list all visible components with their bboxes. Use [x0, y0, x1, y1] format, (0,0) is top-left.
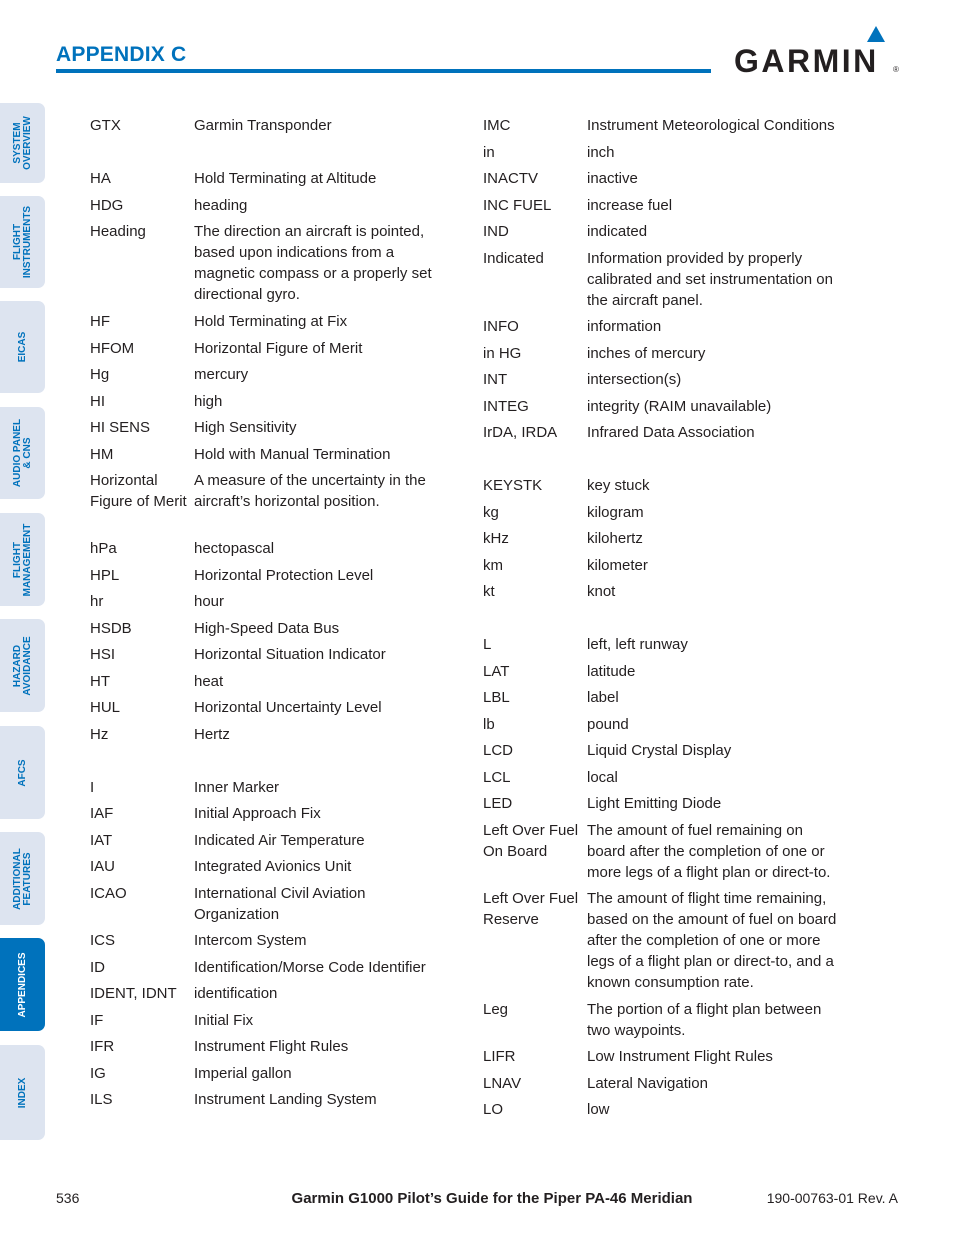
garmin-logo — [734, 26, 899, 79]
glossary-term: IND — [483, 223, 509, 240]
glossary-term: IAT — [90, 831, 113, 849]
glossary-term: HSI — [90, 646, 116, 663]
glossary-definition: Imperial gallon — [194, 1064, 292, 1082]
tab-index[interactable] — [0, 1045, 45, 1140]
glossary-definition: label — [587, 689, 619, 706]
glossary-definition: knot — [587, 583, 616, 600]
glossary-term: INC FUEL — [483, 196, 552, 214]
glossary-term: km — [483, 556, 503, 574]
glossary-definition: Integrated Avionics Unit — [194, 858, 352, 875]
glossary-definition: kilometer — [587, 556, 648, 574]
glossary-term: I — [90, 778, 95, 796]
tab-label — [13, 206, 33, 278]
tab-label-line1: SYSTEM — [11, 122, 23, 164]
glossary-term: hr — [90, 593, 104, 610]
glossary-term: Hg — [90, 366, 110, 383]
glossary-term: INACTV — [483, 170, 539, 187]
glossary-definition: left, left runway — [587, 636, 688, 653]
glossary-definition: Inner Marker — [194, 778, 280, 796]
glossary-term: IAU — [90, 858, 116, 875]
glossary-definition: heading — [194, 196, 248, 214]
glossary-term: kt — [483, 583, 495, 600]
tab-label-line1: FLIGHT — [11, 223, 23, 261]
glossary-term: INTEG — [483, 397, 529, 415]
glossary-definition: Horizontal Protection Level — [194, 566, 374, 584]
glossary-term: LIFR — [483, 1048, 516, 1065]
glossary-term: Heading — [90, 223, 146, 240]
tab-hazard-avoidance[interactable] — [0, 619, 45, 712]
glossary-term: in — [483, 143, 495, 161]
glossary-definition: integrity (RAIM unavailable) — [587, 397, 772, 415]
tab-flight-management[interactable] — [0, 513, 45, 606]
glossary-term: KEYSTK — [483, 477, 543, 494]
glossary-term: IG — [90, 1064, 106, 1082]
tab-label-line1: EICAS — [16, 331, 28, 363]
tab-label — [18, 332, 28, 363]
tab-label-line1: HAZARD — [11, 644, 23, 687]
document-title: Garmin G1000 Pilot’s Guide for the Piper PA-46 Meridian — [291, 1190, 693, 1207]
glossary-definition: local — [587, 768, 618, 786]
tab-label-line1: AUDIO PANEL — [11, 418, 23, 488]
tab-label — [13, 636, 33, 695]
glossary-definition: indicated — [587, 223, 648, 240]
page-number: 536 — [56, 1190, 80, 1206]
glossary-term: LO — [483, 1101, 504, 1118]
glossary-term: LED — [483, 795, 513, 812]
glossary-definition: High Sensitivity — [194, 419, 297, 436]
glossary-definition: key stuck — [587, 477, 650, 494]
tab-label-line2: AVOIDANCE — [21, 635, 33, 696]
glossary-term: L — [483, 636, 492, 653]
glossary-term: kHz — [483, 530, 509, 547]
glossary-definition: inactive — [587, 170, 638, 187]
glossary-term: IAF — [90, 805, 114, 822]
glossary-definition: hectopascal — [194, 540, 275, 557]
glossary-term: HDG — [90, 196, 124, 214]
glossary-term: LCL — [483, 768, 511, 786]
glossary-term: HSDB — [90, 619, 132, 637]
glossary-definition: Low Instrument Flight Rules — [587, 1048, 773, 1065]
garmin-triangle-icon — [867, 26, 885, 42]
glossary-term: HF — [90, 313, 110, 330]
tab-label — [18, 952, 28, 1017]
glossary-definition: Information provided by properly calibrated and set instrumentation on the aircraft panel. — [587, 249, 833, 309]
glossary-term: Left Over Fuel Reserve — [483, 890, 579, 928]
glossary-definition: A measure of the uncertainty in the aircraft’s horizontal position. — [194, 472, 426, 510]
glossary-term: lb — [483, 715, 495, 733]
tab-label-line1: ADDITIONAL — [11, 847, 23, 910]
glossary-definition: Instrument Landing System — [194, 1091, 377, 1108]
glossary-definition: identification — [194, 985, 278, 1002]
glossary-definition: Horizontal Uncertainty Level — [194, 699, 382, 716]
glossary-definition: kilogram — [587, 503, 644, 521]
tab-label-line1: FLIGHT — [11, 541, 23, 578]
glossary-term: LNAV — [483, 1074, 522, 1092]
glossary-term: Horizontal Figure of Merit — [90, 472, 187, 510]
glossary-definition: Hold Terminating at Altitude — [194, 170, 377, 187]
tab-label-line1: AFCS — [16, 758, 28, 787]
glossary-definition: Hold Terminating at Fix — [194, 313, 348, 330]
tab-label — [18, 1077, 28, 1108]
glossary-definition: Garmin Transponder — [194, 117, 332, 134]
glossary-definition: kilohertz — [587, 530, 643, 547]
header-rule — [56, 69, 711, 73]
glossary-term: HI SENS — [90, 419, 151, 436]
glossary-definition: Instrument Flight Rules — [194, 1038, 349, 1055]
glossary-term: LBL — [483, 689, 510, 706]
tab-label-line2: MANAGEMENT — [21, 523, 33, 596]
glossary-definition: International Civil Aviation Organization — [194, 884, 366, 923]
glossary-definition: Infrared Data Association — [587, 424, 755, 441]
tab-additional-features[interactable] — [0, 832, 45, 925]
tab-label — [18, 759, 28, 786]
glossary-term: IFR — [90, 1038, 115, 1055]
tab-label-line2: FEATURES — [21, 851, 33, 906]
glossary-definition: Light Emitting Diode — [587, 795, 722, 812]
glossary-term: hPa — [90, 540, 117, 557]
tab-label — [13, 523, 33, 596]
glossary-definition: Hold with Manual Termination — [194, 445, 391, 463]
tab-label-line2: OVERVIEW — [21, 116, 33, 170]
glossary-definition: Initial Fix — [194, 1011, 254, 1029]
glossary-term: HA — [90, 170, 111, 187]
glossary-definition: hour — [194, 593, 225, 610]
tab-label — [13, 116, 33, 170]
glossary-definition: Instrument Meteorological Conditions — [587, 117, 835, 134]
garmin-wordmark: GARMIN — [734, 43, 879, 79]
glossary-term: INFO — [483, 318, 519, 335]
glossary-definition: mercury — [194, 366, 249, 383]
glossary-term: kg — [483, 503, 499, 521]
tab-appendices[interactable] — [0, 938, 45, 1031]
glossary-definition: latitude — [587, 662, 636, 680]
glossary-term: INT — [483, 371, 508, 388]
glossary-term: HPL — [90, 566, 120, 584]
glossary-term: LAT — [483, 662, 510, 680]
glossary-term: Leg — [483, 1001, 509, 1018]
glossary-term: ICAO — [90, 884, 127, 902]
glossary-definition: The direction an aircraft is pointed, based upon indications from a magnetic compass or a properly set directional gyro. — [194, 223, 432, 303]
glossary-definition: heat — [194, 672, 224, 690]
glossary-term: IMC — [483, 117, 511, 134]
glossary-definition: Identification/Morse Code Identifier — [194, 958, 426, 976]
glossary-definition: information — [587, 318, 662, 335]
document-number: 190-00763-01 Rev. A — [766, 1190, 898, 1206]
glossary-definition: Hertz — [194, 725, 230, 743]
glossary-definition: Lateral Navigation — [587, 1074, 708, 1092]
glossary-definition: Indicated Air Temperature — [194, 831, 365, 849]
glossary-term: HUL — [90, 699, 121, 716]
glossary-definition: Intercom System — [194, 932, 307, 949]
glossary-definition: low — [587, 1101, 610, 1118]
glossary-definition: Horizontal Figure of Merit — [194, 339, 363, 357]
tab-label-line1: APPENDICES — [16, 951, 28, 1018]
glossary-term: HFOM — [90, 339, 135, 357]
registered-mark: ® — [893, 65, 899, 74]
glossary-term: Indicated — [483, 249, 544, 267]
glossary-definition: high — [194, 392, 223, 410]
glossary-term: LCD — [483, 742, 514, 759]
glossary-definition: The amount of fuel remaining on board after the completion of one or more legs of a flight plan or direct-to. — [587, 821, 831, 881]
tab-label — [13, 848, 33, 910]
tab-label — [13, 419, 33, 487]
tab-label-line2: & CNS — [21, 437, 33, 469]
glossary-term: Hz — [90, 725, 109, 743]
glossary-definition: Horizontal Situation Indicator — [194, 646, 386, 663]
tab-system-overview[interactable] — [0, 103, 45, 183]
glossary-definition: Initial Approach Fix — [194, 805, 321, 822]
glossary-term: ID — [90, 958, 105, 976]
glossary-term: GTX — [90, 117, 121, 134]
tab-audio-panel-cns[interactable] — [0, 407, 45, 499]
glossary-definition: Liquid Crystal Display — [587, 742, 732, 759]
glossary-term: IrDA, IRDA — [483, 424, 558, 441]
glossary-definition: High-Speed Data Bus — [194, 619, 340, 637]
glossary-definition: The amount of flight time remaining, based on the amount of fuel on board after the completion of one or more legs of a flight plan or direct-to, and a known consumption rate. — [587, 890, 837, 991]
glossary-definition: intersection(s) — [587, 371, 682, 388]
glossary-term: ICS — [90, 932, 116, 949]
glossary-definition: pound — [587, 715, 629, 733]
glossary-definition: increase fuel — [587, 196, 673, 214]
section-title: APPENDIX C — [56, 43, 187, 66]
glossary-term: IF — [90, 1011, 104, 1029]
glossary-term: HT — [90, 672, 110, 690]
glossary-definition: The portion of a flight plan between two waypoints. — [587, 1001, 822, 1039]
glossary-term: HI — [90, 392, 105, 410]
glossary-definition: inch — [587, 143, 615, 161]
tab-flight-instruments[interactable] — [0, 196, 45, 288]
tab-label-line1: INDEX — [16, 1077, 28, 1108]
glossary-term: Left Over Fuel On Board — [483, 821, 579, 860]
glossary-term: in HG — [483, 344, 522, 362]
glossary-term: IDENT, IDNT — [90, 985, 177, 1002]
glossary-term: ILS — [90, 1091, 113, 1108]
glossary-definition: inches of mercury — [587, 344, 706, 362]
tab-afcs[interactable] — [0, 726, 45, 819]
tab-label-line2: INSTRUMENTS — [21, 205, 33, 279]
glossary-term: HM — [90, 445, 114, 463]
tab-eicas[interactable] — [0, 301, 45, 393]
